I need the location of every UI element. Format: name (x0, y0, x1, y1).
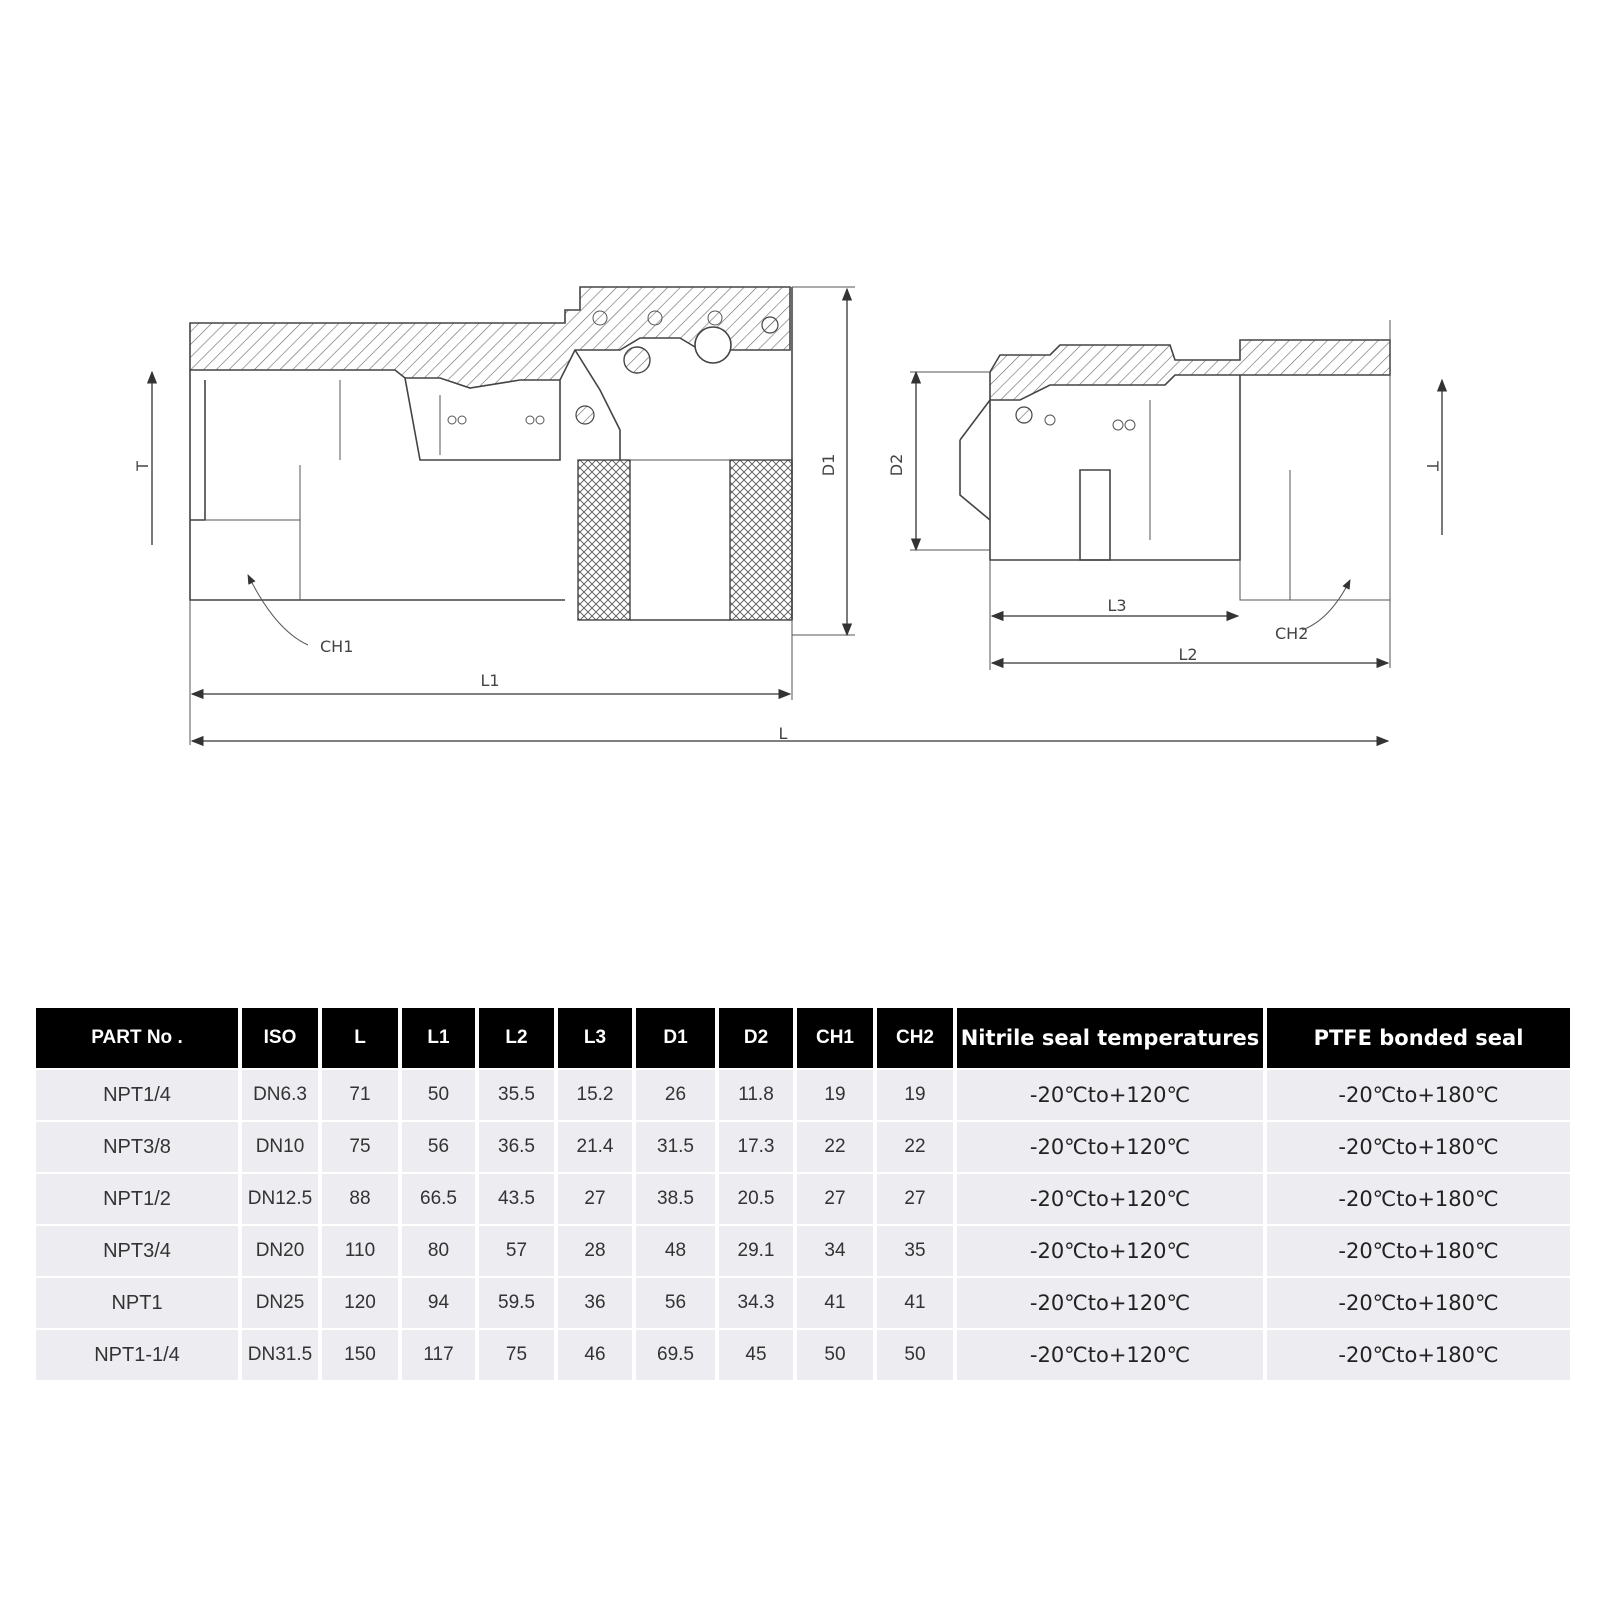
table-cell-l: 71 (320, 1069, 400, 1121)
table-cell-iso: DN20 (240, 1225, 320, 1277)
table-cell-ch2: 19 (875, 1069, 955, 1121)
table-cell-nitrile-seal: -20℃to+120℃ (955, 1225, 1265, 1277)
table-cell-l: 110 (320, 1225, 400, 1277)
table-cell-ch2: 50 (875, 1329, 955, 1380)
table-cell-part-no: NPT1/2 (36, 1173, 240, 1225)
table-cell-nitrile-seal: -20℃to+120℃ (955, 1121, 1265, 1173)
header-iso: ISO (240, 1008, 320, 1069)
knurled-sleeve-left (578, 460, 630, 620)
table-cell-d2: 29.1 (717, 1225, 795, 1277)
table-cell-l3: 36 (556, 1277, 634, 1329)
table-cell-ptfe-seal: -20℃to+180℃ (1265, 1329, 1570, 1380)
table-cell-l2: 75 (477, 1329, 556, 1380)
table-cell-ch1: 22 (795, 1121, 875, 1173)
dim-label-t-right: T (1423, 461, 1442, 471)
table-cell-l1: 80 (400, 1225, 477, 1277)
knurled-sleeve-right (730, 460, 792, 620)
table-cell-l3: 21.4 (556, 1121, 634, 1173)
table-cell-nitrile-seal: -20℃to+120℃ (955, 1173, 1265, 1225)
table-cell-l3: 46 (556, 1329, 634, 1380)
table-cell-ptfe-seal: -20℃to+180℃ (1265, 1121, 1570, 1173)
table-cell-d1: 38.5 (634, 1173, 717, 1225)
table-cell-iso: DN25 (240, 1277, 320, 1329)
header-l3: L3 (556, 1008, 634, 1069)
table-row (36, 1225, 1570, 1277)
table-cell-l1: 50 (400, 1069, 477, 1121)
table-cell-d2: 45 (717, 1329, 795, 1380)
table-cell-iso: DN6.3 (240, 1069, 320, 1121)
table-cell-nitrile-seal: -20℃to+120℃ (955, 1069, 1265, 1121)
table-cell-part-no: NPT3/8 (36, 1121, 240, 1173)
table-row (36, 1173, 1570, 1225)
table-cell-part-no: NPT3/4 (36, 1225, 240, 1277)
table-cell-ch1: 27 (795, 1173, 875, 1225)
table-cell-l1: 94 (400, 1277, 477, 1329)
table-cell-l2: 35.5 (477, 1069, 556, 1121)
dim-label-d1: D1 (819, 453, 838, 477)
table-cell-ch2: 35 (875, 1225, 955, 1277)
male-body-section (990, 340, 1390, 400)
dim-label-ch1: CH1 (320, 637, 354, 656)
table-cell-l3: 15.2 (556, 1069, 634, 1121)
table-cell-l2: 57 (477, 1225, 556, 1277)
table-cell-part-no: NPT1-1/4 (36, 1329, 240, 1380)
table-cell-l: 75 (320, 1121, 400, 1173)
table-cell-ch1: 19 (795, 1069, 875, 1121)
table-cell-ch1: 41 (795, 1277, 875, 1329)
header-ch1: CH1 (795, 1008, 875, 1069)
table-cell-l: 120 (320, 1277, 400, 1329)
table-cell-nitrile-seal: -20℃to+120℃ (955, 1329, 1265, 1380)
table-cell-d2: 17.3 (717, 1121, 795, 1173)
table-row (36, 1069, 1570, 1121)
table-cell-l3: 27 (556, 1173, 634, 1225)
table-cell-d1: 48 (634, 1225, 717, 1277)
header-l2: L2 (477, 1008, 556, 1069)
table-cell-l2: 36.5 (477, 1121, 556, 1173)
table-cell-ptfe-seal: -20℃to+180℃ (1265, 1173, 1570, 1225)
table-cell-ch2: 27 (875, 1173, 955, 1225)
table-cell-l1: 66.5 (400, 1173, 477, 1225)
table-row (36, 1121, 1570, 1173)
dim-label-d2: D2 (887, 453, 906, 477)
table-cell-ch2: 41 (875, 1277, 955, 1329)
table-cell-iso: DN12.5 (240, 1173, 320, 1225)
table-cell-l: 150 (320, 1329, 400, 1380)
header-l: L (320, 1008, 400, 1069)
table-cell-d2: 20.5 (717, 1173, 795, 1225)
dim-label-l2: L2 (1178, 645, 1198, 664)
header-nitrile-seal: Nitrile seal temperatures (955, 1008, 1265, 1069)
dim-label-l3: L3 (1107, 596, 1127, 615)
table-cell-d1: 69.5 (634, 1329, 717, 1380)
header-d2: D2 (717, 1008, 795, 1069)
table-cell-ch1: 50 (795, 1329, 875, 1380)
table-cell-nitrile-seal: -20℃to+120℃ (955, 1277, 1265, 1329)
table-cell-ptfe-seal: -20℃to+180℃ (1265, 1225, 1570, 1277)
table-cell-ch2: 22 (875, 1121, 955, 1173)
header-ptfe-seal: PTFE bonded seal (1265, 1008, 1570, 1069)
table-cell-d2: 11.8 (717, 1069, 795, 1121)
table-cell-l2: 43.5 (477, 1173, 556, 1225)
table-cell-l1: 56 (400, 1121, 477, 1173)
table-cell-d2: 34.3 (717, 1277, 795, 1329)
table-cell-part-no: NPT1/4 (36, 1069, 240, 1121)
table-cell-ptfe-seal: -20℃to+180℃ (1265, 1277, 1570, 1329)
dim-label-l1: L1 (480, 671, 500, 690)
dim-label-ch2: CH2 (1275, 624, 1309, 643)
table-body (36, 1069, 1570, 1380)
header-l1: L1 (400, 1008, 477, 1069)
table-cell-d1: 56 (634, 1277, 717, 1329)
table-cell-iso: DN31.5 (240, 1329, 320, 1380)
female-coupler (190, 287, 792, 620)
dim-label-t-left: T (133, 461, 152, 471)
table-cell-ptfe-seal: -20℃to+180℃ (1265, 1069, 1570, 1121)
table-cell-l3: 28 (556, 1225, 634, 1277)
table-cell-ch1: 34 (795, 1225, 875, 1277)
table-row (36, 1277, 1570, 1329)
table-cell-iso: DN10 (240, 1121, 320, 1173)
dim-label-l: L (778, 724, 788, 743)
table-cell-d1: 26 (634, 1069, 717, 1121)
table-header-row (36, 1008, 1570, 1069)
header-part-no: PART No . (36, 1008, 240, 1069)
male-nipple (960, 320, 1390, 600)
table-cell-part-no: NPT1 (36, 1277, 240, 1329)
table-cell-l: 88 (320, 1173, 400, 1225)
spec-table (36, 1008, 1570, 1380)
header-ch2: CH2 (875, 1008, 955, 1069)
header-d1: D1 (634, 1008, 717, 1069)
table-cell-d1: 31.5 (634, 1121, 717, 1173)
table-cell-l2: 59.5 (477, 1277, 556, 1329)
table-row (36, 1329, 1570, 1380)
table-cell-l1: 117 (400, 1329, 477, 1380)
